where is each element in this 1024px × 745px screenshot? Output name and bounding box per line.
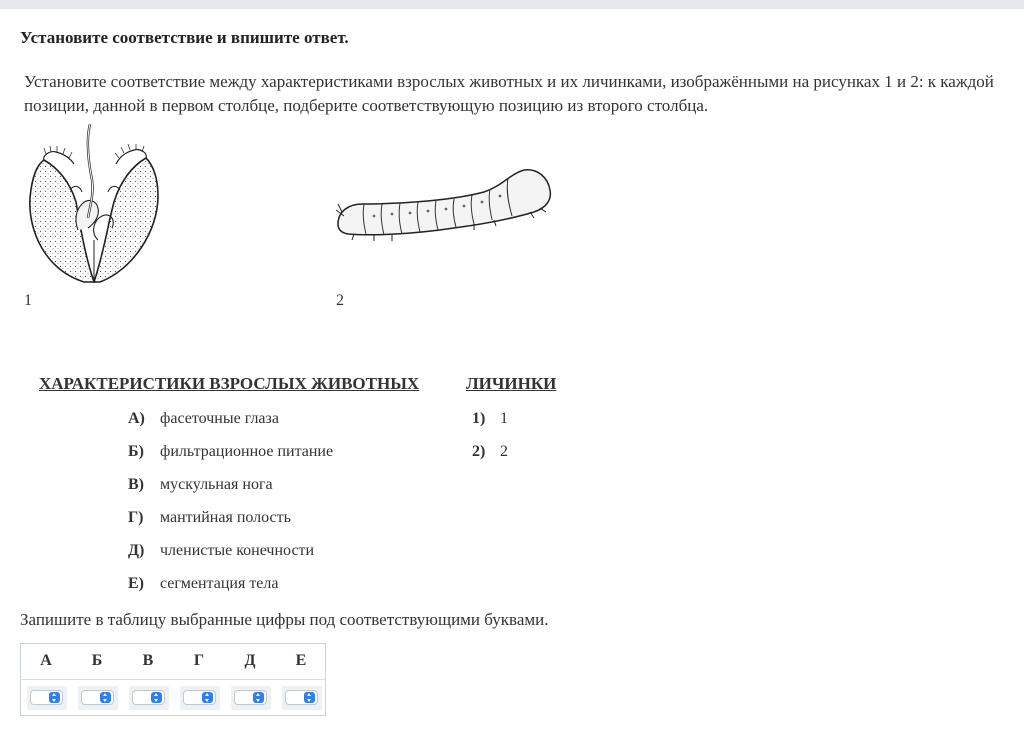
characteristic-key: А) [128, 410, 145, 427]
answer-cell-v [129, 686, 169, 710]
answer-cell-d [231, 686, 271, 710]
answer-header-e: Е [295, 652, 307, 669]
figure-2-label: 2 [336, 292, 344, 309]
characteristic-key: Г) [128, 509, 144, 526]
characteristic-item [128, 408, 279, 430]
characteristics-header: ХАРАКТЕРИСТИКИ ВЗРОСЛЫХ ЖИВОТНЫХ [39, 374, 420, 393]
larva-key: 1) [472, 410, 486, 427]
select-arrows-icon [253, 692, 264, 703]
characteristic-item [128, 441, 333, 463]
answer-select-b[interactable] [81, 690, 114, 705]
task-text: Установите соответствие между характеристиками взрослых животных и их личинками, изображёнными на рисунках 1 и 2: к каждой позиции, данной в первом столбце, подберите соответствующую позицию из второго столбца. [24, 72, 994, 115]
figure-1-label: 1 [24, 292, 32, 309]
larva-item [472, 441, 508, 463]
answer-cell-b [78, 686, 118, 710]
answer-table [20, 643, 326, 716]
characteristic-text: фасеточные глаза [160, 410, 279, 427]
answer-header-b: Б [91, 652, 103, 669]
answer-select-v[interactable] [132, 690, 165, 705]
select-arrows-icon [49, 692, 60, 703]
caterpillar-larva-icon [334, 164, 554, 242]
answer-select-e[interactable] [285, 690, 318, 705]
larva-text: 1 [500, 410, 508, 427]
answer-select-g[interactable] [183, 690, 216, 705]
larva-key: 2) [472, 443, 486, 460]
answer-header-v: В [142, 652, 154, 669]
select-arrows-icon [304, 692, 315, 703]
characteristic-text: членистые конечности [160, 542, 315, 559]
task-heading: Установите соответствие и впишите ответ. [20, 28, 349, 47]
larvae-header: ЛИЧИНКИ [466, 374, 557, 393]
answer-cell-a [27, 686, 67, 710]
table-divider [21, 679, 325, 680]
characteristic-text: фильтрационное питание [160, 443, 334, 460]
larva-text: 2 [500, 443, 508, 460]
instruction-text: Запишите в таблицу выбранные цифры под соответствующими буквами. [20, 610, 549, 629]
answer-select-d[interactable] [234, 690, 267, 705]
answer-header-d: Д [244, 652, 256, 669]
characteristic-item [128, 540, 314, 562]
characteristic-item [128, 507, 291, 529]
characteristic-key: В) [128, 476, 144, 493]
characteristic-text: мантийная полость [160, 509, 291, 526]
answer-header-a: А [40, 652, 52, 669]
answer-select-a[interactable] [30, 690, 63, 705]
larva-item [472, 408, 508, 430]
characteristic-item [128, 474, 273, 496]
bivalve-mollusk-icon [24, 120, 164, 286]
characteristic-item [128, 573, 279, 595]
select-arrows-icon [202, 692, 213, 703]
characteristic-text: сегментация тела [160, 575, 279, 592]
answer-cell-g [180, 686, 220, 710]
characteristic-key: Б) [128, 443, 144, 460]
top-bar [0, 0, 1024, 9]
characteristic-key: Д) [128, 542, 145, 559]
select-arrows-icon [100, 692, 111, 703]
answer-cell-e [282, 686, 322, 710]
answer-header-g: Г [193, 652, 205, 669]
characteristic-key: Е) [128, 575, 144, 592]
select-arrows-icon [151, 692, 162, 703]
characteristic-text: мускульная нога [160, 476, 273, 493]
